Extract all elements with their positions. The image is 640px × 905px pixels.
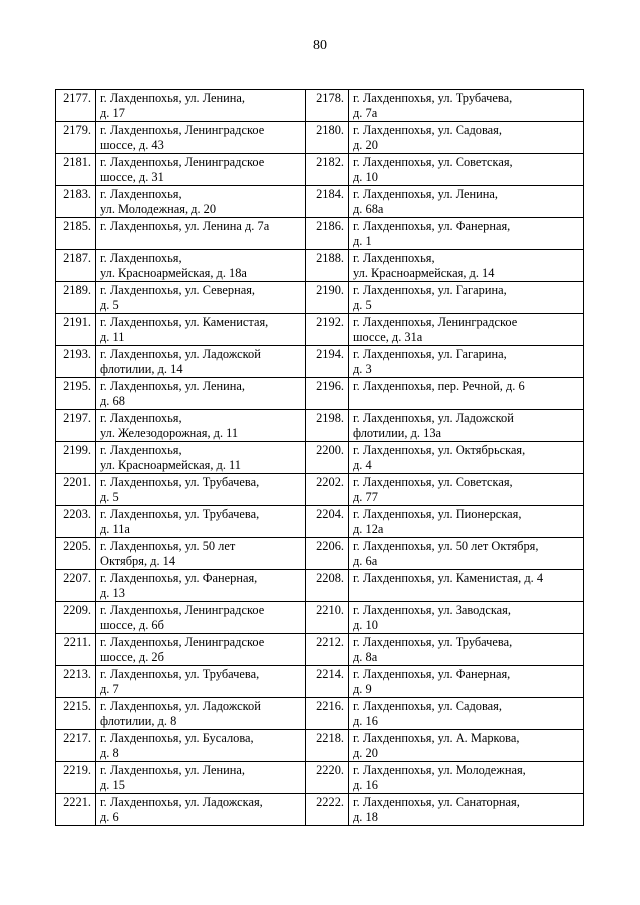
table-row — [56, 538, 584, 570]
address-cell: г. Лахденпохья, ул. Садовая, д. 16 — [349, 698, 584, 730]
entry-number: 2207. — [56, 570, 96, 602]
address-table-body — [56, 90, 584, 826]
address-cell: г. Лахденпохья, ул. Каменистая, д. 11 — [96, 314, 306, 346]
address-cell: г. Лахденпохья, ул. Северная, д. 5 — [96, 282, 306, 314]
table-row — [56, 730, 584, 762]
entry-number: 2184. — [306, 186, 349, 218]
table-row — [56, 346, 584, 378]
table-row — [56, 570, 584, 602]
address-cell: г. Лахденпохья, ул. Железодорожная, д. 11 — [96, 410, 306, 442]
entry-number: 2188. — [306, 250, 349, 282]
entry-number: 2183. — [56, 186, 96, 218]
entry-number: 2204. — [306, 506, 349, 538]
table-row — [56, 154, 584, 186]
table-row — [56, 282, 584, 314]
entry-number: 2216. — [306, 698, 349, 730]
entry-number: 2185. — [56, 218, 96, 250]
entry-number: 2182. — [306, 154, 349, 186]
table-row — [56, 506, 584, 538]
table-row — [56, 666, 584, 698]
entry-number: 2178. — [306, 90, 349, 122]
entry-number: 2187. — [56, 250, 96, 282]
entry-number: 2191. — [56, 314, 96, 346]
address-cell: г. Лахденпохья, ул. 50 лет Октября, д. 6а — [349, 538, 584, 570]
entry-number: 2211. — [56, 634, 96, 666]
address-cell: г. Лахденпохья, пер. Речной, д. 6 — [349, 378, 584, 410]
entry-number: 2189. — [56, 282, 96, 314]
entry-number: 2205. — [56, 538, 96, 570]
address-cell: г. Лахденпохья, ул. Ладожская, д. 6 — [96, 794, 306, 826]
address-cell: г. Лахденпохья, ул. Бусалова, д. 8 — [96, 730, 306, 762]
table-row — [56, 794, 584, 826]
table-row — [56, 378, 584, 410]
entry-number: 2213. — [56, 666, 96, 698]
table-row — [56, 474, 584, 506]
entry-number: 2202. — [306, 474, 349, 506]
entry-number: 2221. — [56, 794, 96, 826]
entry-number: 2200. — [306, 442, 349, 474]
address-cell: г. Лахденпохья, Ленинградское шоссе, д. 6б — [96, 602, 306, 634]
address-cell: г. Лахденпохья, ул. Советская, д. 77 — [349, 474, 584, 506]
address-cell: г. Лахденпохья, ул. Трубачева, д. 7 — [96, 666, 306, 698]
address-cell: г. Лахденпохья, ул. Фанерная, д. 9 — [349, 666, 584, 698]
table-row — [56, 442, 584, 474]
entry-number: 2212. — [306, 634, 349, 666]
address-cell: г. Лахденпохья, ул. Ленина, д. 17 — [96, 90, 306, 122]
address-cell: г. Лахденпохья, ул. Красноармейская, д. 14 — [349, 250, 584, 282]
address-cell: г. Лахденпохья, Ленинградское шоссе, д. 43 — [96, 122, 306, 154]
entry-number: 2186. — [306, 218, 349, 250]
entry-number: 2190. — [306, 282, 349, 314]
table-row — [56, 410, 584, 442]
entry-number: 2198. — [306, 410, 349, 442]
entry-number: 2222. — [306, 794, 349, 826]
entry-number: 2214. — [306, 666, 349, 698]
entry-number: 2180. — [306, 122, 349, 154]
table-row — [56, 90, 584, 122]
entry-number: 2196. — [306, 378, 349, 410]
entry-number: 2219. — [56, 762, 96, 794]
address-cell: г. Лахденпохья, ул. Трубачева, д. 8а — [349, 634, 584, 666]
address-cell: г. Лахденпохья, ул. 50 лет Октября, д. 14 — [96, 538, 306, 570]
entry-number: 2215. — [56, 698, 96, 730]
address-cell: г. Лахденпохья, ул. Молодежная, д. 20 — [96, 186, 306, 218]
address-cell: г. Лахденпохья, ул. Октябрьская, д. 4 — [349, 442, 584, 474]
address-cell: г. Лахденпохья, ул. Фанерная, д. 1 — [349, 218, 584, 250]
table-row — [56, 250, 584, 282]
table-row — [56, 634, 584, 666]
entry-number: 2197. — [56, 410, 96, 442]
address-cell: г. Лахденпохья, ул. Ладожской флотилии, д. 8 — [96, 698, 306, 730]
address-cell: г. Лахденпохья, ул. Гагарина, д. 3 — [349, 346, 584, 378]
address-cell: г. Лахденпохья, ул. Ладожской флотилии, д. 14 — [96, 346, 306, 378]
address-cell: г. Лахденпохья, Ленинградское шоссе, д. 31 — [96, 154, 306, 186]
entry-number: 2181. — [56, 154, 96, 186]
page-number: 80 — [313, 38, 327, 53]
address-cell: г. Лахденпохья, ул. Молодежная, д. 16 — [349, 762, 584, 794]
address-cell: г. Лахденпохья, ул. Садовая, д. 20 — [349, 122, 584, 154]
address-cell: г. Лахденпохья, ул. Пионерская, д. 12а — [349, 506, 584, 538]
table-row — [56, 602, 584, 634]
entry-number: 2209. — [56, 602, 96, 634]
address-cell: г. Лахденпохья, ул. Трубачева, д. 5 — [96, 474, 306, 506]
table-row — [56, 762, 584, 794]
address-cell: г. Лахденпохья, Ленинградское шоссе, д. 31а — [349, 314, 584, 346]
entry-number: 2179. — [56, 122, 96, 154]
entry-number: 2192. — [306, 314, 349, 346]
address-cell: г. Лахденпохья, ул. Ленина д. 7а — [96, 218, 306, 250]
entry-number: 2195. — [56, 378, 96, 410]
address-cell: г. Лахденпохья, ул. Ленина, д. 68а — [349, 186, 584, 218]
table-row — [56, 122, 584, 154]
address-cell: г. Лахденпохья, ул. А. Маркова, д. 20 — [349, 730, 584, 762]
table-row — [56, 314, 584, 346]
address-cell: г. Лахденпохья, ул. Советская, д. 10 — [349, 154, 584, 186]
entry-number: 2210. — [306, 602, 349, 634]
address-cell: г. Лахденпохья, ул. Трубачева, д. 7а — [349, 90, 584, 122]
entry-number: 2217. — [56, 730, 96, 762]
entry-number: 2208. — [306, 570, 349, 602]
address-cell: г. Лахденпохья, Ленинградское шоссе, д. 2б — [96, 634, 306, 666]
table-row — [56, 698, 584, 730]
entry-number: 2177. — [56, 90, 96, 122]
address-table — [55, 89, 584, 826]
address-cell: г. Лахденпохья, ул. Фанерная, д. 13 — [96, 570, 306, 602]
entry-number: 2220. — [306, 762, 349, 794]
entry-number: 2199. — [56, 442, 96, 474]
entry-number: 2206. — [306, 538, 349, 570]
entry-number: 2201. — [56, 474, 96, 506]
address-cell: г. Лахденпохья, ул. Красноармейская, д. 18а — [96, 250, 306, 282]
address-cell: г. Лахденпохья, ул. Заводская, д. 10 — [349, 602, 584, 634]
address-cell: г. Лахденпохья, ул. Каменистая, д. 4 — [349, 570, 584, 602]
address-cell: г. Лахденпохья, ул. Ленина, д. 68 — [96, 378, 306, 410]
address-cell: г. Лахденпохья, ул. Трубачева, д. 11а — [96, 506, 306, 538]
address-cell: г. Лахденпохья, ул. Красноармейская, д. 11 — [96, 442, 306, 474]
address-cell: г. Лахденпохья, ул. Ленина, д. 15 — [96, 762, 306, 794]
entry-number: 2203. — [56, 506, 96, 538]
entry-number: 2193. — [56, 346, 96, 378]
entry-number: 2194. — [306, 346, 349, 378]
table-row — [56, 218, 584, 250]
table-row — [56, 186, 584, 218]
entry-number: 2218. — [306, 730, 349, 762]
address-cell: г. Лахденпохья, ул. Санаторная, д. 18 — [349, 794, 584, 826]
address-cell: г. Лахденпохья, ул. Гагарина, д. 5 — [349, 282, 584, 314]
address-cell: г. Лахденпохья, ул. Ладожской флотилии, д. 13а — [349, 410, 584, 442]
